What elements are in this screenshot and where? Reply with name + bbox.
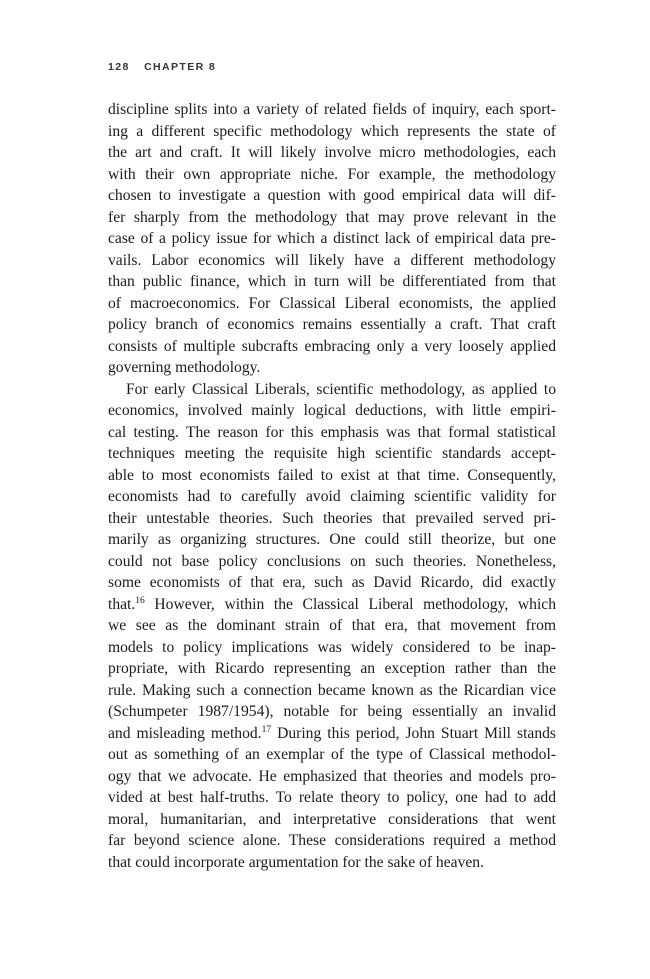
text-line: policy branch of economics remains essentially a craft. That craft [108, 316, 556, 333]
footnote-ref-16[interactable]: 16 [135, 595, 145, 606]
text-line: able to most economists failed to exist at that time. Consequently, [108, 466, 556, 484]
text-line: with their own appropriate niche. For example, the methodology [108, 165, 556, 183]
text-line: propriate, with Ricardo representing an exception rather than the [108, 660, 556, 677]
text-line: economics, involved mainly logical deductions, with little empiri- [108, 402, 556, 419]
text-line: techniques meeting the requisite high scientific standards accept- [108, 445, 556, 462]
text-line: moral, humanitarian, and interpretative considerations that went [108, 810, 556, 828]
text-line: case of a policy issue for which a distinct lack of empirical data pre- [108, 230, 556, 247]
text-line: far beyond science alone. These considerations required a method [108, 832, 556, 849]
page-number: 128 [108, 61, 130, 73]
text-line: ing a different specific methodology which represents the state of [108, 122, 556, 140]
text-line: vails. Labor economics will likely have a different methodology [108, 251, 556, 269]
text-line: out as something of an exemplar of the type of Classical methodol- [108, 746, 556, 763]
text-line-with-footnote-17 [108, 723, 556, 745]
text-line: ogy that we advocate. He emphasized that theories and models pro- [108, 767, 556, 785]
text-line: could not base policy conclusions on such theories. Nonetheless, [108, 552, 556, 570]
footnote-ref-17[interactable]: 17 [261, 724, 272, 735]
text-line: cal testing. The reason for this emphasis was that formal statistical [108, 423, 556, 441]
running-head [108, 61, 216, 73]
text-segment: During this period, John Stuart Mill stands [271, 724, 556, 742]
text-line: their untestable theories. Such theories that prevailed served pri- [108, 509, 556, 527]
text-line: some economists of that era, such as David Ricardo, did exactly [108, 574, 556, 591]
text-line: chosen to investigate a question with good empirical data will dif- [108, 187, 556, 204]
text-line: we see as the dominant strain of that era, that movement from [108, 617, 556, 634]
paragraph-1 [108, 99, 556, 379]
text-line: of macroeconomics. For Classical Liberal economists, the applied [108, 294, 556, 312]
body-text [108, 99, 556, 873]
text-line: discipline splits into a variety of related fields of inquiry, each sport- [108, 101, 556, 118]
text-line: fer sharply from the methodology that may prove relevant in the [108, 208, 556, 226]
text-line: consists of multiple subcrafts embracing only a very loosely applied [108, 337, 556, 355]
text-segment: that. [108, 595, 136, 613]
text-segment: However, within the Classical Liberal methodology, which [144, 595, 556, 613]
text-line: For early Classical Liberals, scientific methodology, as applied to [126, 380, 556, 398]
text-line: marily as organizing structures. One could still theorize, but one [108, 531, 556, 548]
text-line: vided at best half-truths. To relate theory to policy, one had to add [108, 789, 556, 806]
text-line: that could incorporate argumentation for the sake of heaven. [108, 853, 484, 871]
text-line: (Schumpeter 1987/1954), notable for being essentially an invalid [108, 703, 556, 720]
chapter-label: CHAPTER 8 [144, 61, 217, 73]
text-line: than public finance, which in turn will be differentiated from that [108, 273, 556, 290]
text-line: the art and craft. It will likely involve micro methodologies, each [108, 144, 556, 161]
text-line: rule. Making such a connection became known as the Ricardian vice [108, 681, 556, 699]
text-segment: and misleading method. [108, 724, 262, 742]
text-line-with-footnote-16 [108, 594, 556, 616]
text-line: models to policy implications was widely considered to be inap- [108, 638, 556, 656]
text-line: governing methodology. [108, 359, 261, 376]
text-line: economists had to carefully avoid claiming scientific validity for [108, 488, 556, 505]
paragraph-2 [108, 379, 556, 874]
